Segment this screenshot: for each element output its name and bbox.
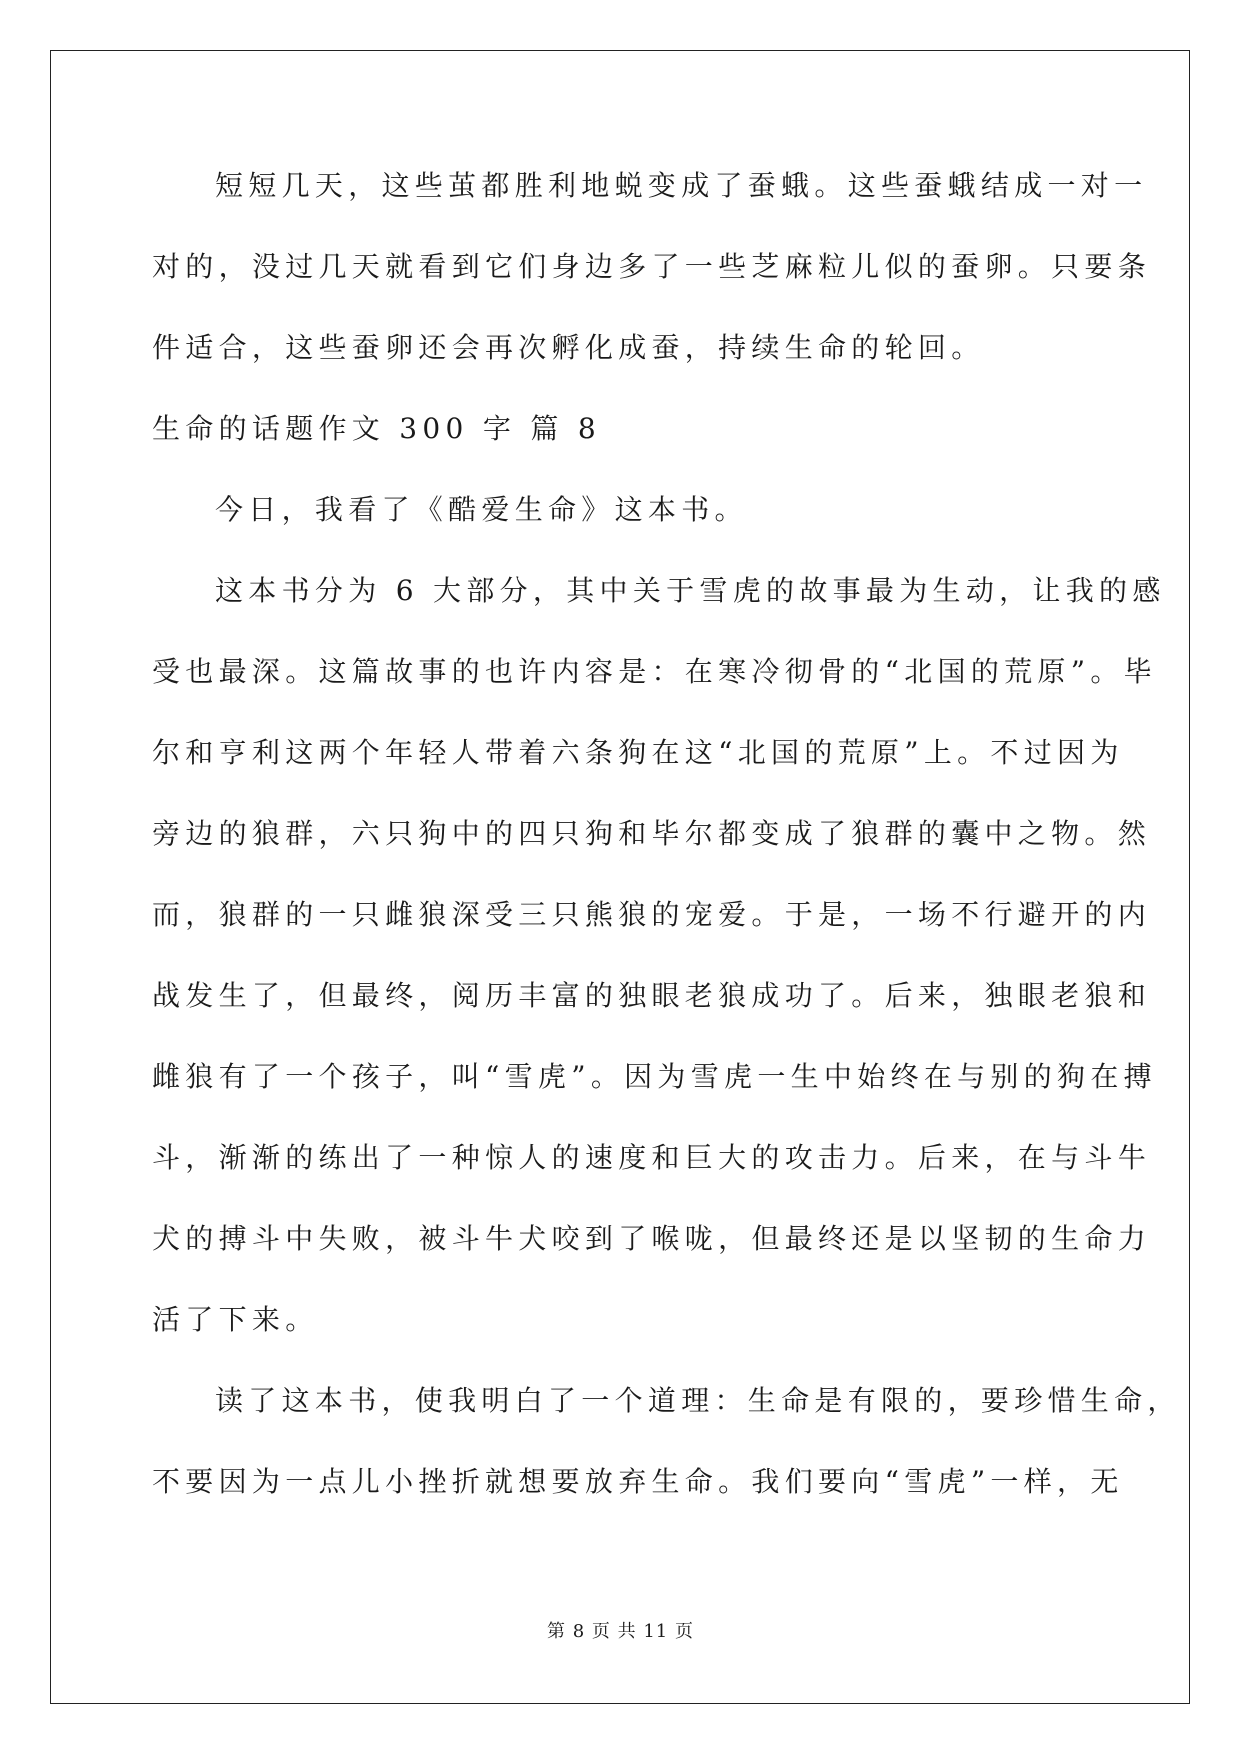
document-body — [152, 160, 1181, 1537]
paragraph-line: 读了这本书，使我明白了一个道理：生命是有限的，要珍惜生命， — [215, 1384, 1181, 1417]
paragraph-line: 这本书分为 6 大部分，其中关于雪虎的故事最为生动，让我的感 — [215, 574, 1166, 607]
paragraph-line: 尔和亨利这两个年轻人带着六条狗在这“北国的荒原”上。不过因为 — [152, 736, 1124, 769]
paragraph-line: 受也最深。这篇故事的也许内容是：在寒冷彻骨的“北国的荒原”。毕 — [152, 655, 1157, 688]
page-footer: 第 8 页 共 11 页 — [547, 1621, 694, 1642]
paragraph-line: 短短几天，这些茧都胜利地蜕变成了蚕蛾。这些蚕蛾结成一对一 — [215, 169, 1148, 202]
paragraph-line: 战发生了，但最终，阅历丰富的独眼老狼成功了。后来，独眼老狼和 — [152, 979, 1152, 1012]
paragraph-line: 不要因为一点儿小挫折就想要放弃生命。我们要向“雪虎”一样，无 — [152, 1465, 1124, 1498]
paragraph-line: 活了下来。 — [152, 1303, 319, 1336]
paragraph-line: 而，狼群的一只雌狼深受三只熊狼的宠爱。于是，一场不行避开的内 — [152, 898, 1152, 931]
paragraph-line: 犬的搏斗中失败，被斗牛犬咬到了喉咙，但最终还是以坚韧的生命力 — [152, 1222, 1152, 1255]
paragraph-line: 雌狼有了一个孩子，叫“雪虎”。因为雪虎一生中始终在与别的狗在搏 — [152, 1060, 1157, 1093]
paragraph-line: 对的，没过几天就看到它们身边多了一些芝麻粒儿似的蚕卵。只要条 — [152, 250, 1152, 283]
paragraph-line: 今日，我看了《酷爱生命》这本书。 — [215, 493, 748, 526]
paragraph-line: 斗，渐渐的练出了一种惊人的速度和巨大的攻击力。后来，在与斗牛 — [152, 1141, 1152, 1174]
section-heading: 生命的话题作文 300 字 篇 8 — [152, 412, 601, 445]
paragraph-line: 件适合，这些蚕卵还会再次孵化成蚕，持续生命的轮回。 — [152, 331, 985, 364]
paragraph-line: 旁边的狼群，六只狗中的四只狗和毕尔都变成了狼群的囊中之物。然 — [152, 817, 1152, 850]
